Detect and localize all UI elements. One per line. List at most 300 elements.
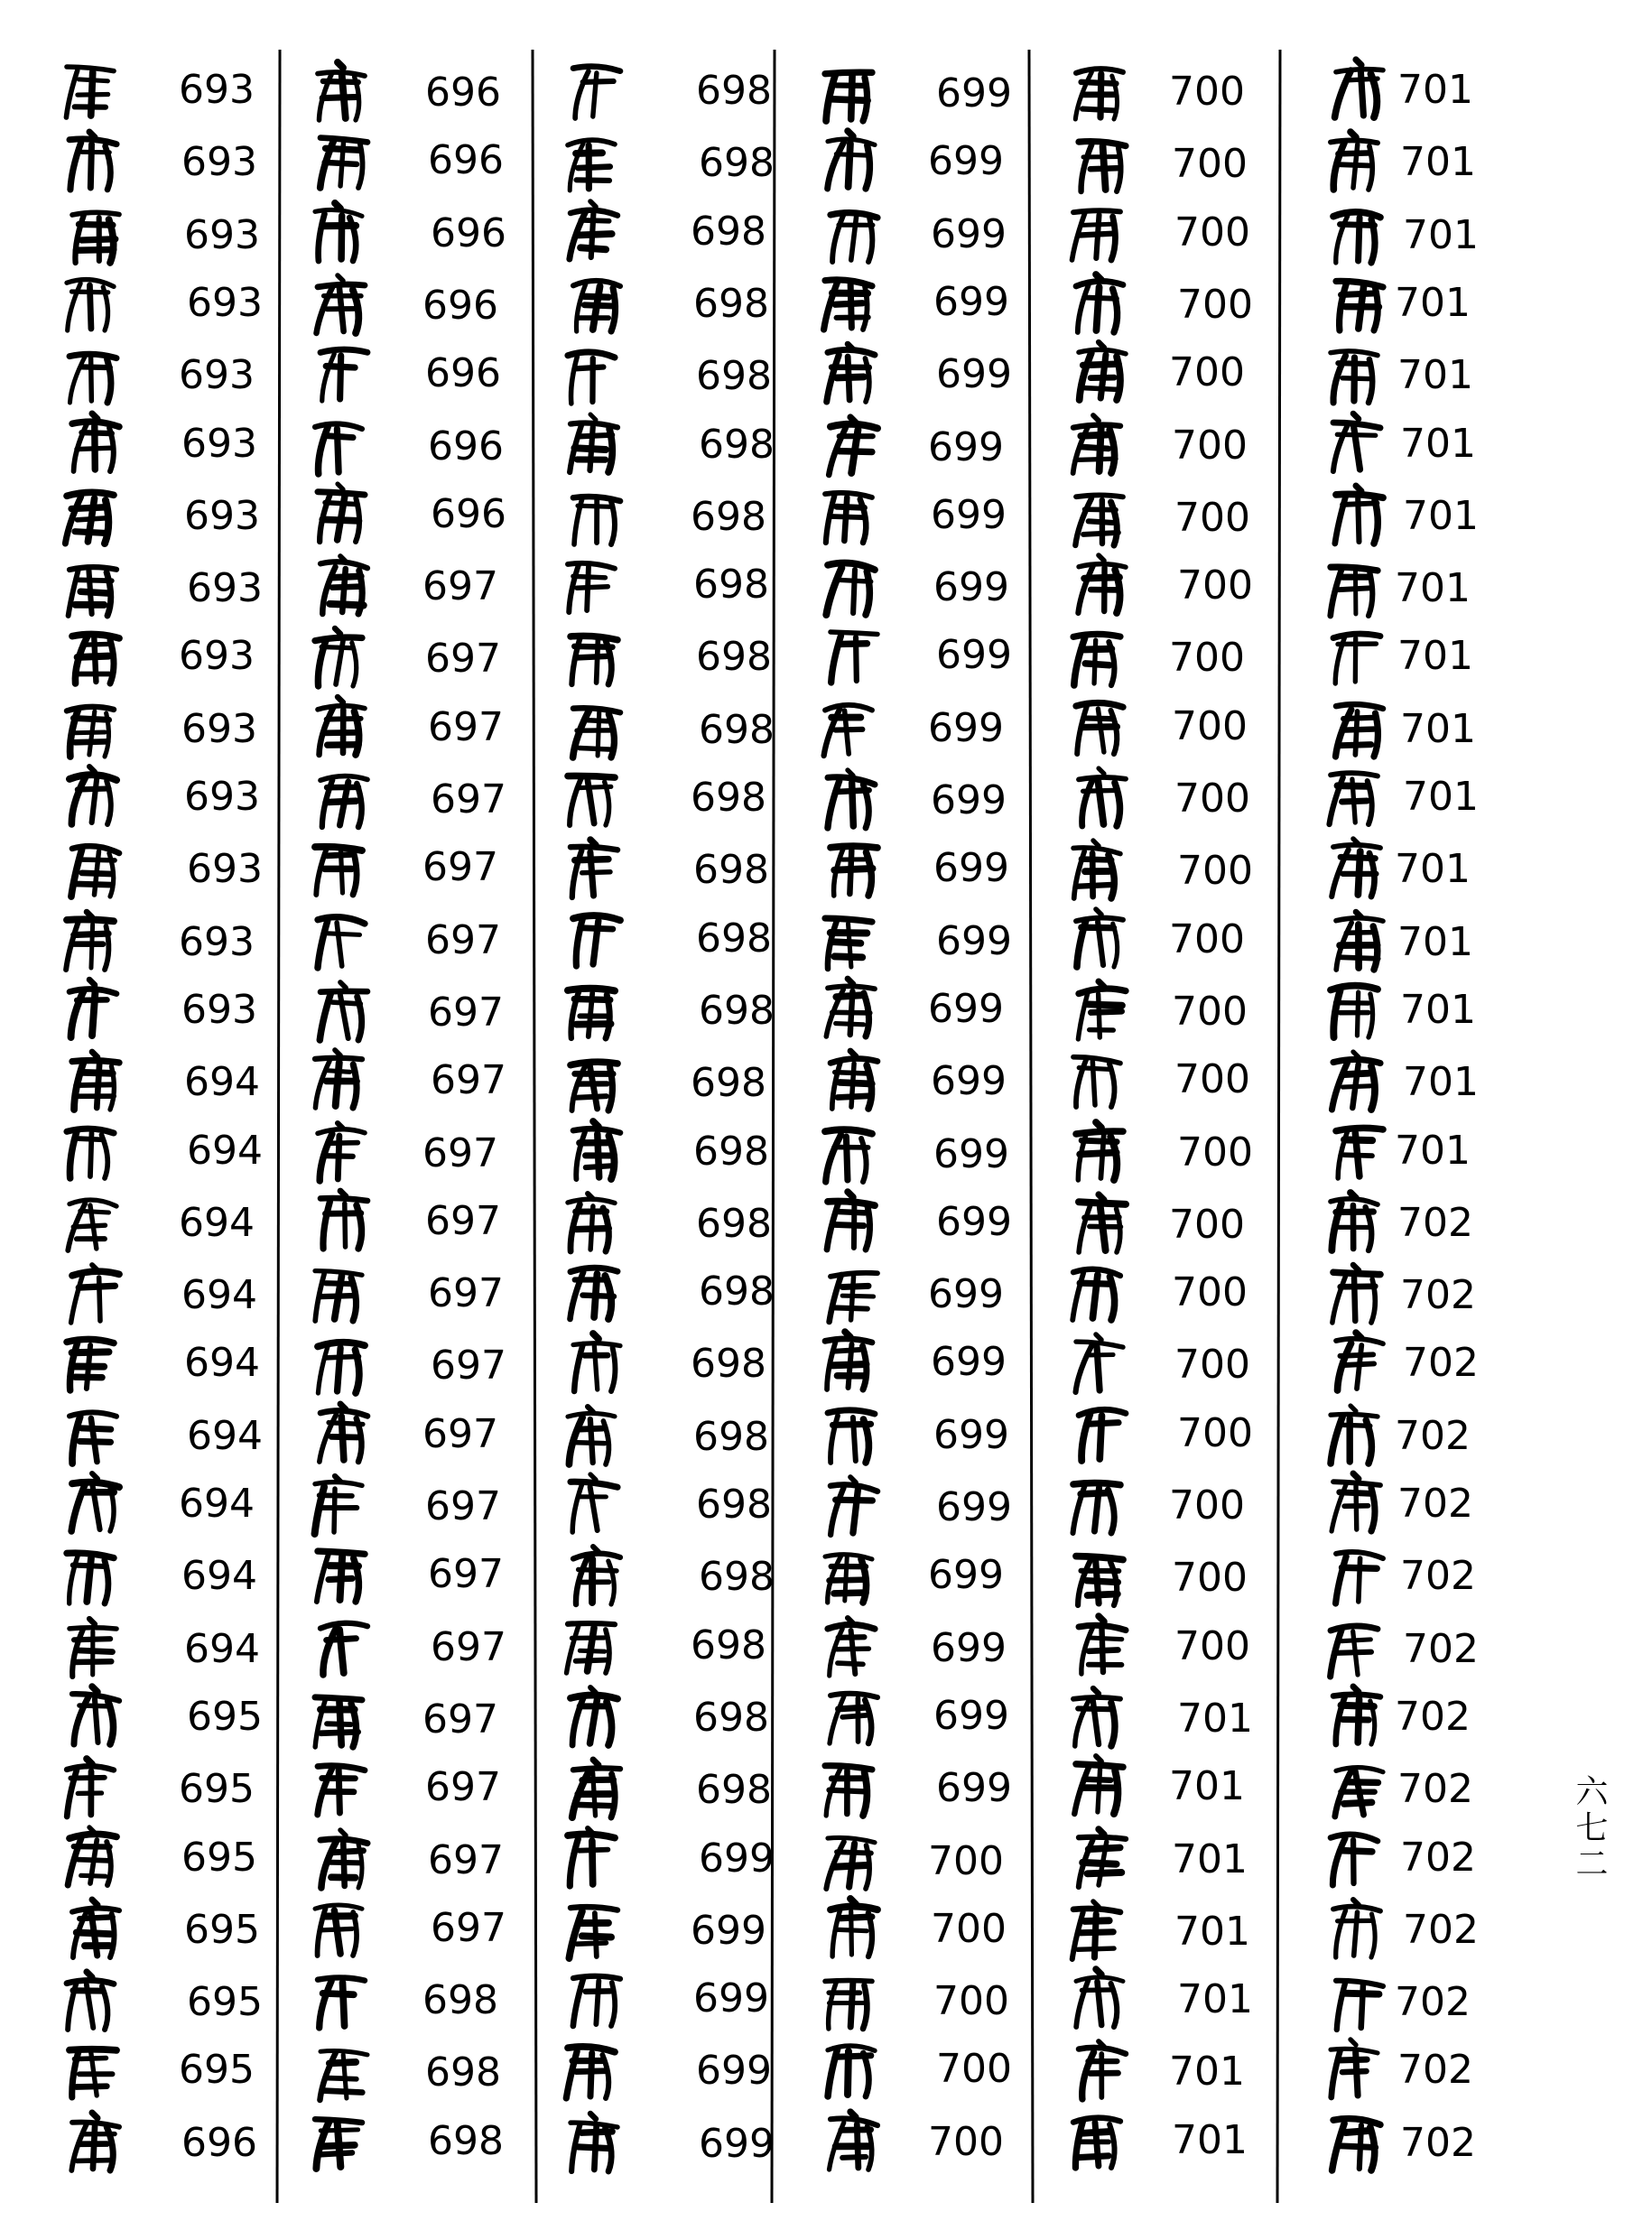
index-number: 700 [1169,1482,1245,1529]
seal-glyph [315,1476,362,1534]
seal-glyph [67,707,114,757]
page-number: 六七二 [1571,1774,1608,1882]
seal-glyph [824,705,872,756]
seal-glyph [573,915,620,966]
index-number: 701 [1403,774,1479,820]
index-number: 701 [1403,493,1479,539]
index-number: 693 [187,280,263,326]
seal-glyph [568,140,615,191]
index-number: 699 [928,1552,1004,1598]
index-number: 693 [179,67,255,113]
index-number: 698 [696,634,772,680]
seal-glyph [1078,981,1126,1039]
seal-glyph [1332,2119,1380,2170]
index-number: 696 [425,70,501,116]
index-number: 694 [187,1413,263,1459]
index-number: 694 [179,1481,255,1527]
seal-glyph [318,697,365,755]
index-number: 697 [422,1696,498,1742]
seal-glyph [1072,1901,1120,1959]
index-number: 698 [693,1129,769,1175]
seal-glyph [315,2119,362,2169]
seal-glyph [72,635,119,683]
seal-glyph [568,776,615,825]
index-number: 698 [691,775,766,821]
seal-glyph [1075,69,1123,119]
index-number: 697 [425,1764,501,1810]
seal-glyph [315,1050,362,1108]
index-number: 697 [431,1624,506,1670]
index-number: 699 [936,70,1012,116]
index-number: 701 [1397,67,1473,113]
seal-glyph [1336,1552,1383,1603]
index-number: 693 [181,421,257,467]
index-number: 693 [179,633,255,679]
index-number: 698 [693,1414,769,1460]
seal-glyph [320,1830,367,1888]
seal-glyph [830,1273,877,1322]
seal-glyph [573,281,620,331]
seal-glyph [573,67,620,118]
column-divider [1277,50,1280,2203]
index-number: 702 [1400,1553,1476,1599]
seal-glyph [1333,414,1380,471]
index-number: 697 [422,1130,498,1176]
index-number: 693 [184,774,260,820]
seal-glyph [572,1760,620,1817]
index-number: 694 [179,1200,255,1246]
index-number: 701 [1177,1976,1253,2022]
seal-glyph [1332,1052,1380,1110]
index-number: 701 [1403,212,1479,258]
index-number: 699 [933,1131,1009,1177]
index-number: 697 [428,1837,504,1883]
index-number: 702 [1395,1413,1471,1459]
seal-glyph [1073,634,1120,685]
index-number: 702 [1395,1694,1471,1740]
index-number: 700 [1174,1623,1250,1669]
seal-glyph [573,1121,620,1179]
index-number: 700 [928,2119,1004,2165]
index-number: 699 [691,1908,766,1954]
index-number: 699 [931,1058,1007,1104]
index-number: 699 [936,1484,1012,1530]
seal-glyph [573,497,620,544]
index-number: 699 [931,492,1007,538]
index-number: 698 [699,1268,775,1315]
seal-glyph [828,131,875,189]
index-number: 702 [1397,2047,1473,2093]
seal-glyph [315,628,362,686]
index-number: 700 [1172,1555,1248,1601]
seal-glyph [1079,1409,1126,1461]
index-number: 701 [1403,1059,1479,1105]
seal-glyph [70,1412,116,1464]
seal-glyph [67,280,114,330]
index-number: 699 [699,1835,775,1882]
index-number: 701 [1395,565,1471,611]
seal-glyph [318,1766,365,1815]
seal-glyph [1072,210,1120,260]
seal-glyph [70,2049,116,2097]
seal-glyph [1078,555,1126,613]
index-number: 698 [696,1767,772,1813]
seal-glyph [318,484,365,542]
index-number: 699 [693,1975,769,2021]
seal-glyph [1333,1900,1380,1957]
index-number: 701 [1400,706,1476,752]
index-number: 699 [928,424,1004,470]
seal-glyph [573,1334,620,1391]
index-number: 699 [696,2048,772,2094]
seal-glyph [825,1981,872,2029]
index-number: 698 [691,1060,766,1106]
index-number: 694 [184,1340,260,1386]
index-number: 695 [184,1907,260,1953]
seal-glyph [1330,773,1378,824]
seal-glyph [828,1618,875,1676]
index-number: 698 [699,140,775,186]
index-number: 699 [928,138,1004,184]
seal-glyph [831,632,877,683]
seal-glyph [71,846,119,897]
index-number: 696 [431,491,506,537]
index-number: 694 [184,1626,260,1672]
seal-glyph [826,562,875,615]
index-number: 700 [1177,848,1253,894]
seal-glyph [1331,1193,1378,1250]
index-number: 701 [1174,1909,1250,1955]
seal-glyph [1336,281,1383,330]
seal-glyph [1336,704,1383,757]
index-number: 698 [696,1201,772,1247]
seal-glyph [1336,1333,1383,1390]
index-number: 695 [179,2047,255,2093]
index-number: 693 [184,493,260,539]
seal-glyph [1336,1128,1383,1178]
index-number: 698 [699,422,775,468]
index-number: 700 [1177,562,1253,609]
index-number: 696 [422,283,498,329]
seal-glyph [1332,839,1380,897]
index-number: 693 [187,846,263,892]
seal-glyph [1076,1557,1123,1605]
seal-glyph [1333,634,1380,683]
seal-glyph [1076,1334,1123,1392]
seal-glyph [1079,342,1126,400]
seal-glyph [570,1268,617,1319]
seal-glyph [320,2051,367,2100]
seal-glyph [825,1332,872,1389]
index-number: 694 [187,1128,263,1174]
index-number: 701 [1169,2049,1245,2095]
seal-glyph [825,1129,872,1182]
seal-glyph [1079,142,1126,191]
column-divider [533,50,536,2203]
index-number: 702 [1397,1200,1473,1246]
index-number: 698 [693,1695,769,1741]
index-number: 700 [1169,1202,1245,1248]
seal-glyph [1331,1406,1378,1464]
index-number: 695 [187,1979,263,2025]
seal-glyph [320,776,367,827]
index-number: 697 [425,917,501,963]
index-number: 694 [181,1553,257,1599]
index-number: 699 [931,777,1007,823]
seal-glyph [824,280,872,330]
index-number: 697 [425,636,501,682]
seal-glyph [315,847,362,895]
seal-glyph [573,708,620,757]
index-number: 699 [936,918,1012,964]
index-number: 697 [422,1411,498,1457]
index-number: 699 [928,705,1004,751]
seal-glyph [1331,1626,1378,1677]
seal-glyph [1079,1616,1126,1674]
index-number: 699 [933,1412,1009,1458]
index-number: 700 [933,1978,1009,2024]
seal-glyph [318,62,365,120]
seal-glyph [830,2112,877,2170]
seal-glyph [568,989,615,1038]
seal-glyph [315,423,362,474]
index-number: 702 [1397,1481,1473,1527]
index-number: 700 [931,1906,1007,1952]
seal-glyph [1335,1768,1383,1817]
index-number: 701 [1397,633,1473,679]
seal-glyph [1331,2040,1378,2097]
seal-glyph [831,1051,877,1109]
index-number: 699 [928,1271,1004,1317]
index-number: 699 [699,2121,775,2167]
seal-glyph [67,1339,114,1390]
seal-glyph [829,417,877,475]
seal-glyph [1335,60,1383,117]
index-number: 701 [1395,846,1471,892]
seal-glyph [570,201,617,259]
index-number: 701 [1397,919,1473,965]
seal-glyph [315,1271,362,1321]
index-number: 698 [696,915,772,962]
index-number: 696 [428,137,504,183]
index-number: 701 [1397,352,1473,398]
seal-glyph [825,72,872,121]
seal-glyph [320,349,367,401]
seal-glyph [828,2046,875,2096]
index-number: 697 [428,704,504,750]
index-number: 699 [933,564,1009,610]
index-number: 698 [691,1341,766,1387]
index-number: 695 [179,1766,255,1812]
seal-glyph [1073,841,1120,898]
seal-glyph [1073,1688,1120,1746]
index-number: 697 [431,1905,506,1951]
index-number: 700 [1174,1056,1250,1102]
seal-glyph [67,1129,114,1178]
index-number: 693 [179,919,255,965]
index-number: 698 [693,281,769,327]
seal-glyph [827,1192,875,1250]
seal-glyph [571,2114,617,2171]
seal-glyph [826,1837,875,1889]
index-number: 693 [181,706,257,752]
column-divider [277,50,280,2203]
index-number: 693 [181,139,257,185]
index-number: 697 [425,1483,501,1529]
seal-glyph [65,492,114,544]
seal-glyph [566,2047,615,2098]
index-number: 694 [181,1272,257,1318]
index-number: 696 [425,350,501,396]
seal-glyph [831,1899,877,1956]
seal-glyph [568,563,615,612]
index-number: 701 [1172,2117,1248,2163]
index-number: 698 [691,494,766,540]
index-number: 699 [936,1765,1012,1811]
seal-glyph [1336,912,1383,970]
seal-glyph [569,1907,617,1958]
seal-glyph [72,1687,119,1744]
index-number: 700 [1172,141,1248,187]
index-number: 693 [187,565,263,611]
index-number: 701 [1172,1836,1248,1882]
index-number: 697 [422,563,498,609]
seal-glyph [320,1404,367,1462]
index-number: 701 [1400,987,1476,1033]
seal-glyph [1073,1483,1120,1533]
seal-glyph [1076,909,1123,967]
seal-glyph [1333,1687,1380,1744]
index-number: 700 [1169,916,1245,962]
seal-glyph [315,1697,362,1747]
index-number: 693 [181,987,257,1033]
index-number: 702 [1403,1907,1479,1953]
seal-glyph [825,1555,872,1603]
seal-glyph [70,354,116,403]
index-number: 702 [1400,1835,1476,1881]
seal-glyph [1331,986,1378,1037]
index-number: 697 [431,1057,506,1103]
seal-glyph [318,1123,365,1181]
seal-glyph [1073,1057,1120,1107]
seal-glyph [567,1623,615,1673]
seal-glyph [1079,1829,1126,1887]
seal-glyph [825,1766,872,1816]
seal-glyph [828,770,875,828]
index-number: 698 [691,1622,766,1668]
seal-glyph [831,213,877,262]
index-number: 701 [1400,421,1476,467]
index-number: 698 [425,2049,501,2096]
index-number: 701 [1395,1128,1471,1174]
index-number: 700 [1177,1129,1253,1176]
index-number: 700 [1172,703,1248,749]
index-number: 701 [1400,139,1476,185]
index-number: 697 [428,990,504,1036]
seal-glyph [316,275,365,333]
index-number: 700 [1177,1410,1253,1456]
seal-glyph [72,1052,119,1110]
index-number: 701 [1169,1763,1245,1809]
index-number: 698 [696,353,772,399]
seal-glyph [571,1474,617,1532]
seal-glyph [570,414,617,472]
seal-glyph [70,767,116,824]
index-number: 698 [699,988,775,1034]
seal-glyph [571,1062,617,1110]
index-number: 696 [181,2120,257,2166]
index-number: 693 [179,352,255,398]
seal-glyph [71,2113,119,2170]
seal-glyph [1331,132,1378,190]
index-number: 702 [1395,1979,1471,2025]
seal-glyph [1076,703,1123,754]
index-number: 700 [1172,989,1248,1035]
index-number: 695 [187,1694,263,1740]
index-number: 694 [184,1059,260,1105]
seal-glyph [1332,1473,1380,1531]
seal-glyph [1335,486,1383,544]
seal-glyph [318,1977,365,2028]
seal-glyph [830,1694,877,1743]
index-number: 696 [428,423,504,469]
index-number: 697 [422,844,498,890]
seal-glyph [1075,495,1123,545]
index-number: 700 [1172,423,1248,469]
seal-glyph [571,1687,617,1745]
seal-glyph [1074,1756,1123,1814]
seal-glyph [1079,768,1126,826]
seal-glyph [1073,2118,1120,2168]
index-number: 702 [1400,2120,1476,2166]
seal-glyph [66,67,114,117]
index-number: 699 [936,632,1012,678]
seal-glyph [831,846,877,896]
index-number: 699 [936,1199,1012,1245]
index-number: 699 [928,986,1004,1032]
index-number: 698 [691,209,766,255]
index-number: 698 [693,847,769,893]
seal-glyph [70,980,116,1037]
seal-glyph [71,1473,119,1531]
seal-glyph [828,1410,875,1463]
seal-glyph [1072,1269,1120,1320]
index-number: 699 [931,1625,1007,1671]
seal-glyph [1336,1981,1383,2030]
seal-glyph [320,1623,367,1675]
index-number: 702 [1403,1340,1479,1386]
seal-glyph [315,203,362,261]
index-number: 700 [1174,209,1250,256]
index-number: 697 [431,1343,506,1389]
seal-glyph [67,1553,114,1603]
index-number: 700 [1169,635,1245,681]
seal-glyph [67,1972,114,2030]
seal-glyph [320,556,367,614]
seal-glyph [1333,212,1380,263]
index-number: 700 [928,1838,1004,1884]
seal-glyph [318,917,365,968]
seal-glyph [318,1343,365,1393]
seal-glyph [1331,351,1378,403]
seal-glyph [67,1759,114,1817]
seal-glyph [68,1200,116,1250]
column-divider [1029,50,1033,2203]
index-number: 701 [1177,1696,1253,1742]
seal-glyph [827,344,875,402]
index-number: 702 [1400,1272,1476,1318]
seal-glyph [1079,1194,1126,1252]
